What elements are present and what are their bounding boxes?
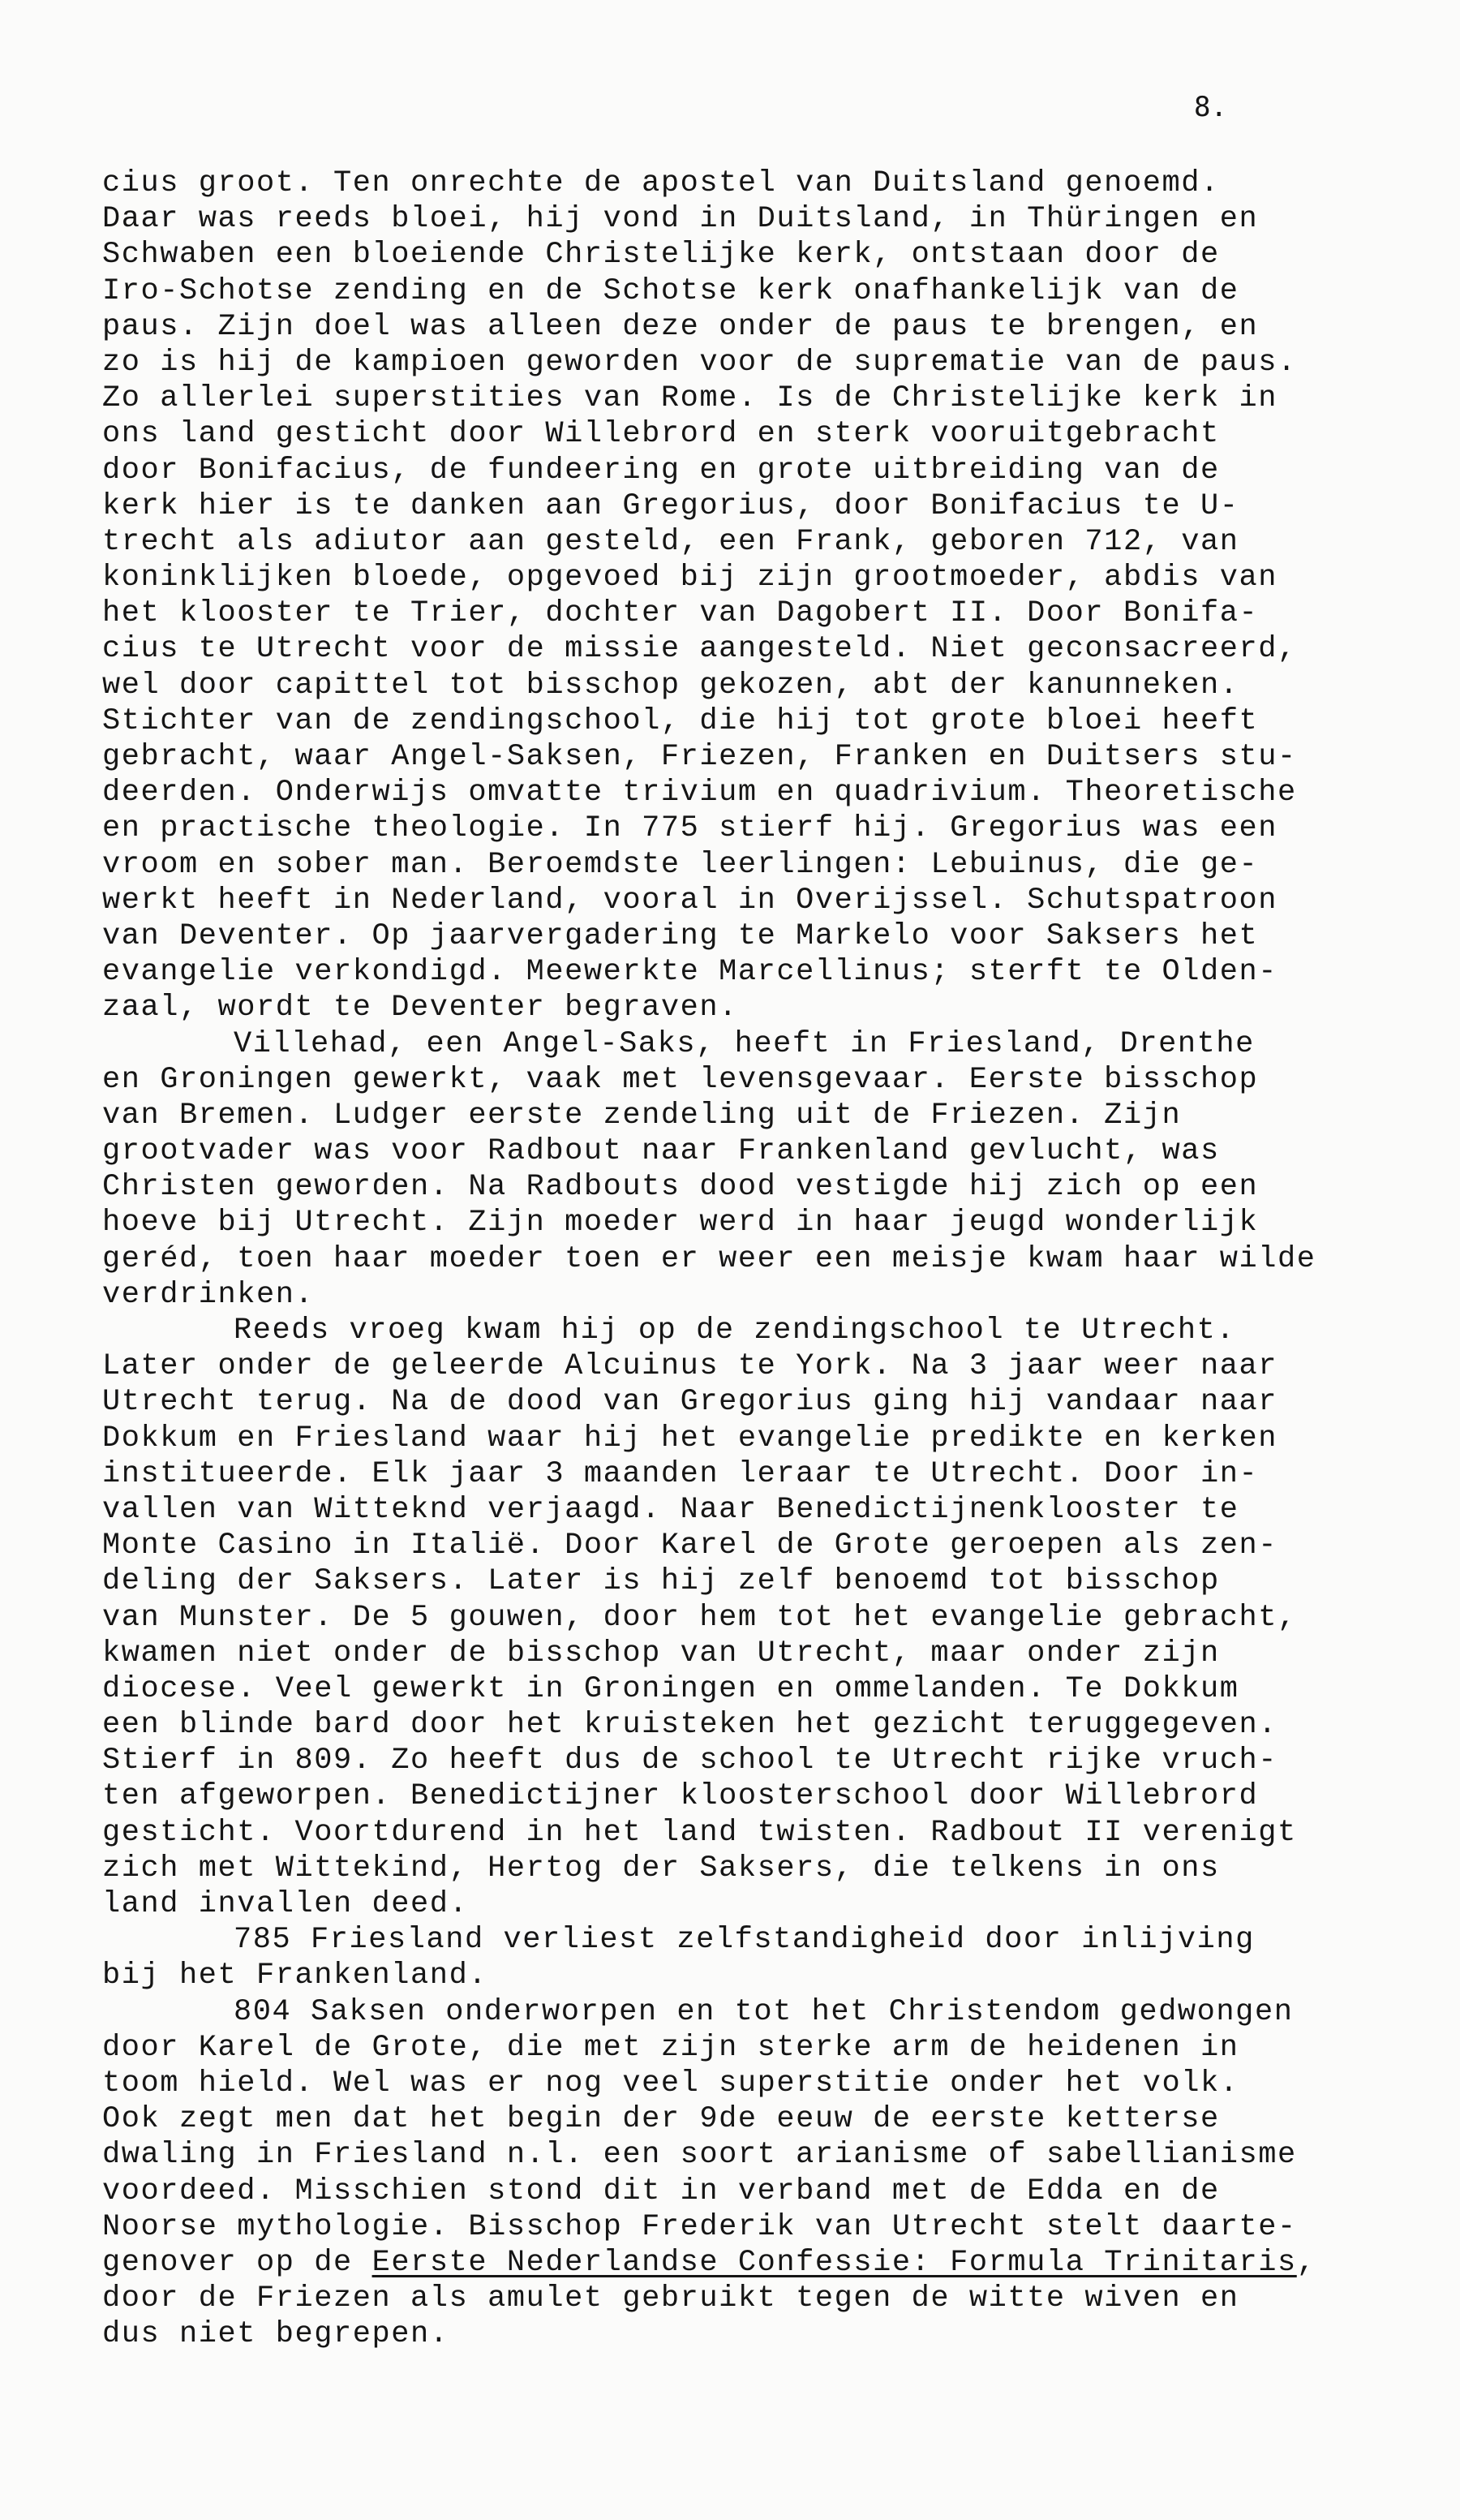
text-line: 804 Saksen onderworpen en tot het Christendom gedwongen — [234, 1994, 1294, 2029]
text-line: institueerde. Elk jaar 3 maanden leraar te Utrecht. Door in- — [102, 1456, 1259, 1491]
text-line: Iro-Schotse zending en de Schotse kerk onafhankelijk van de — [102, 273, 1239, 308]
body-text — [102, 166, 1432, 2352]
text-line: Schwaben een bloeiende Christelijke kerk, ontstaan door de — [102, 238, 1220, 273]
text-line: kerk hier is te danken aan Gregorius, door Bonifacius te U- — [102, 488, 1239, 523]
text-line: grootvader was voor Radbout naar Frankenland gevlucht, was — [102, 1134, 1220, 1169]
page-number: 8. — [1194, 91, 1227, 123]
text-line: geréd, toen haar moeder toen er weer een meisje kwam haar wilde — [102, 1241, 1316, 1276]
text-line: Christen geworden. Na Radbouts dood vestigde hij zich op een — [102, 1170, 1259, 1205]
text-line: ten afgeworpen. Benedictijner kloosterschool door Willebrord — [102, 1779, 1259, 1814]
text-line: Stierf in 809. Zo heeft dus de school te Utrecht rijke vruch- — [102, 1744, 1278, 1778]
text-line: deling der Saksers. Later is hij zelf benoemd tot bisschop — [102, 1564, 1220, 1599]
text-line: Ook zegt men dat het begin der 9de eeuw de eerste ketterse — [102, 2102, 1220, 2137]
text-line: gesticht. Voortdurend in het land twisten. Radbout II verenigt — [102, 1815, 1297, 1850]
text-line: Villehad, een Angel-Saks, heeft in Friesland, Drenthe — [234, 1026, 1255, 1061]
text-line: door Karel de Grote, die met zijn sterke arm de heidenen in — [102, 2030, 1239, 2065]
text-line: werkt heeft in Nederland, vooral in Overijssel. Schutspatroon — [102, 883, 1278, 918]
text-line: toom hield. Wel was er nog veel superstitie onder het volk. — [102, 2066, 1239, 2101]
text-line: en Groningen gewerkt, vaak met levensgevaar. Eerste bisschop — [102, 1062, 1259, 1097]
text-line: door Bonifacius, de fundeering en grote uitbreiding van de — [102, 453, 1220, 488]
text-line: Monte Casino in Italië. Door Karel de Grote geroepen als zen- — [102, 1529, 1278, 1563]
text-line: Zo allerlei superstities van Rome. Is de Christelijke kerk in — [102, 381, 1278, 416]
text-line: het klooster te Trier, dochter van Dagobert II. Door Bonifa- — [102, 596, 1259, 631]
text-line: ons land gesticht door Willebrord en sterk vooruitgebracht — [102, 417, 1220, 452]
text-line: een blinde bard door het kruisteken het gezicht teruggegeven. — [102, 1708, 1278, 1743]
text-line: Later onder de geleerde Alcuinus te York. Na 3 jaar weer naar — [102, 1349, 1278, 1384]
text-line: hoeve bij Utrecht. Zijn moeder werd in haar jeugd wonderlijk — [102, 1206, 1259, 1241]
text-line: zich met Wittekind, Hertog der Saksers, die telkens in ons — [102, 1851, 1220, 1886]
text-line: evangelie verkondigd. Meewerkte Marcellinus; sterft te Olden- — [102, 955, 1278, 990]
text-line: van Bremen. Ludger eerste zendeling uit de Friezen. Zijn — [102, 1098, 1182, 1133]
text-line: dwaling in Friesland n.l. een soort arianisme of sabellianisme — [102, 2138, 1297, 2173]
text-line: Noorse mythologie. Bisschop Frederik van Utrecht stelt daarte- — [102, 2209, 1297, 2244]
text-line: dus niet begrepen. — [102, 2317, 449, 2352]
text-line: wel door capittel tot bisschop gekozen, abt der kanunneken. — [102, 668, 1239, 703]
text-segment: , — [1296, 2245, 1316, 2280]
text-line: 785 Friesland verliest zelfstandigheid door inlijving — [234, 1923, 1255, 1958]
text-line — [102, 2245, 1432, 2281]
text-line: van Munster. De 5 gouwen, door hem tot het evangelie gebracht, — [102, 1600, 1297, 1635]
text-line: land invallen deed. — [102, 1887, 469, 1921]
text-line: trecht als adiutor aan gesteld, een Frank, geboren 712, van — [102, 524, 1239, 559]
text-line: voordeed. Misschien stond dit in verband met de Edda en de — [102, 2174, 1220, 2208]
text-line: en practische theologie. In 775 stierf hij. Gregorius was een — [102, 811, 1278, 846]
text-line: bij het Frankenland. — [102, 1959, 488, 1993]
text-line: gebracht, waar Angel-Saksen, Friezen, Franken en Duitsers stu- — [102, 740, 1297, 774]
text-line: zo is hij de kampioen geworden voor de suprematie van de paus. — [102, 345, 1297, 380]
text-line: paus. Zijn doel was alleen deze onder de paus te brengen, en — [102, 309, 1259, 344]
text-line: Dokkum en Friesland waar hij het evangelie predikte en kerken — [102, 1421, 1278, 1456]
text-line: vallen van Witteknd verjaagd. Naar Benedictijnenklooster te — [102, 1492, 1239, 1527]
text-segment: genover op de — [102, 2245, 372, 2280]
text-line: cius groot. Ten onrechte de apostel van Duitsland genoemd. — [102, 166, 1220, 200]
text-line: Stichter van de zendingschool, die hij tot grote bloei heeft — [102, 703, 1259, 738]
text-line: verdrinken. — [102, 1277, 315, 1312]
underlined-title: Eerste Nederlandse Confessie: Formula Trinitaris — [371, 2245, 1297, 2280]
text-line: zaal, wordt te Deventer begraven. — [102, 991, 738, 1026]
text-line: door de Friezen als amulet gebruikt tegen de witte wiven en — [102, 2281, 1239, 2316]
text-line: Reeds vroeg kwam hij op de zendingschool te Utrecht. — [234, 1314, 1236, 1348]
text-line: koninklijken bloede, opgevoed bij zijn grootmoeder, abdis van — [102, 561, 1278, 596]
text-line: Daar was reeds bloei, hij vond in Duitsland, in Thüringen en — [102, 202, 1259, 237]
text-line: cius te Utrecht voor de missie aangesteld. Niet geconsacreerd, — [102, 632, 1297, 667]
text-line: kwamen niet onder de bisschop van Utrecht, maar onder zijn — [102, 1636, 1220, 1671]
text-line: van Deventer. Op jaarvergadering te Markelo voor Saksers het — [102, 918, 1259, 953]
text-line: deerden. Onderwijs omvatte trivium en quadrivium. Theoretische — [102, 776, 1297, 811]
text-line: Utrecht terug. Na de dood van Gregorius ging hij vandaar naar — [102, 1385, 1278, 1420]
text-line: vroom en sober man. Beroemdste leerlingen: Lebuinus, die ge- — [102, 847, 1259, 882]
text-line: diocese. Veel gewerkt in Groningen en ommelanden. Te Dokkum — [102, 1671, 1239, 1706]
